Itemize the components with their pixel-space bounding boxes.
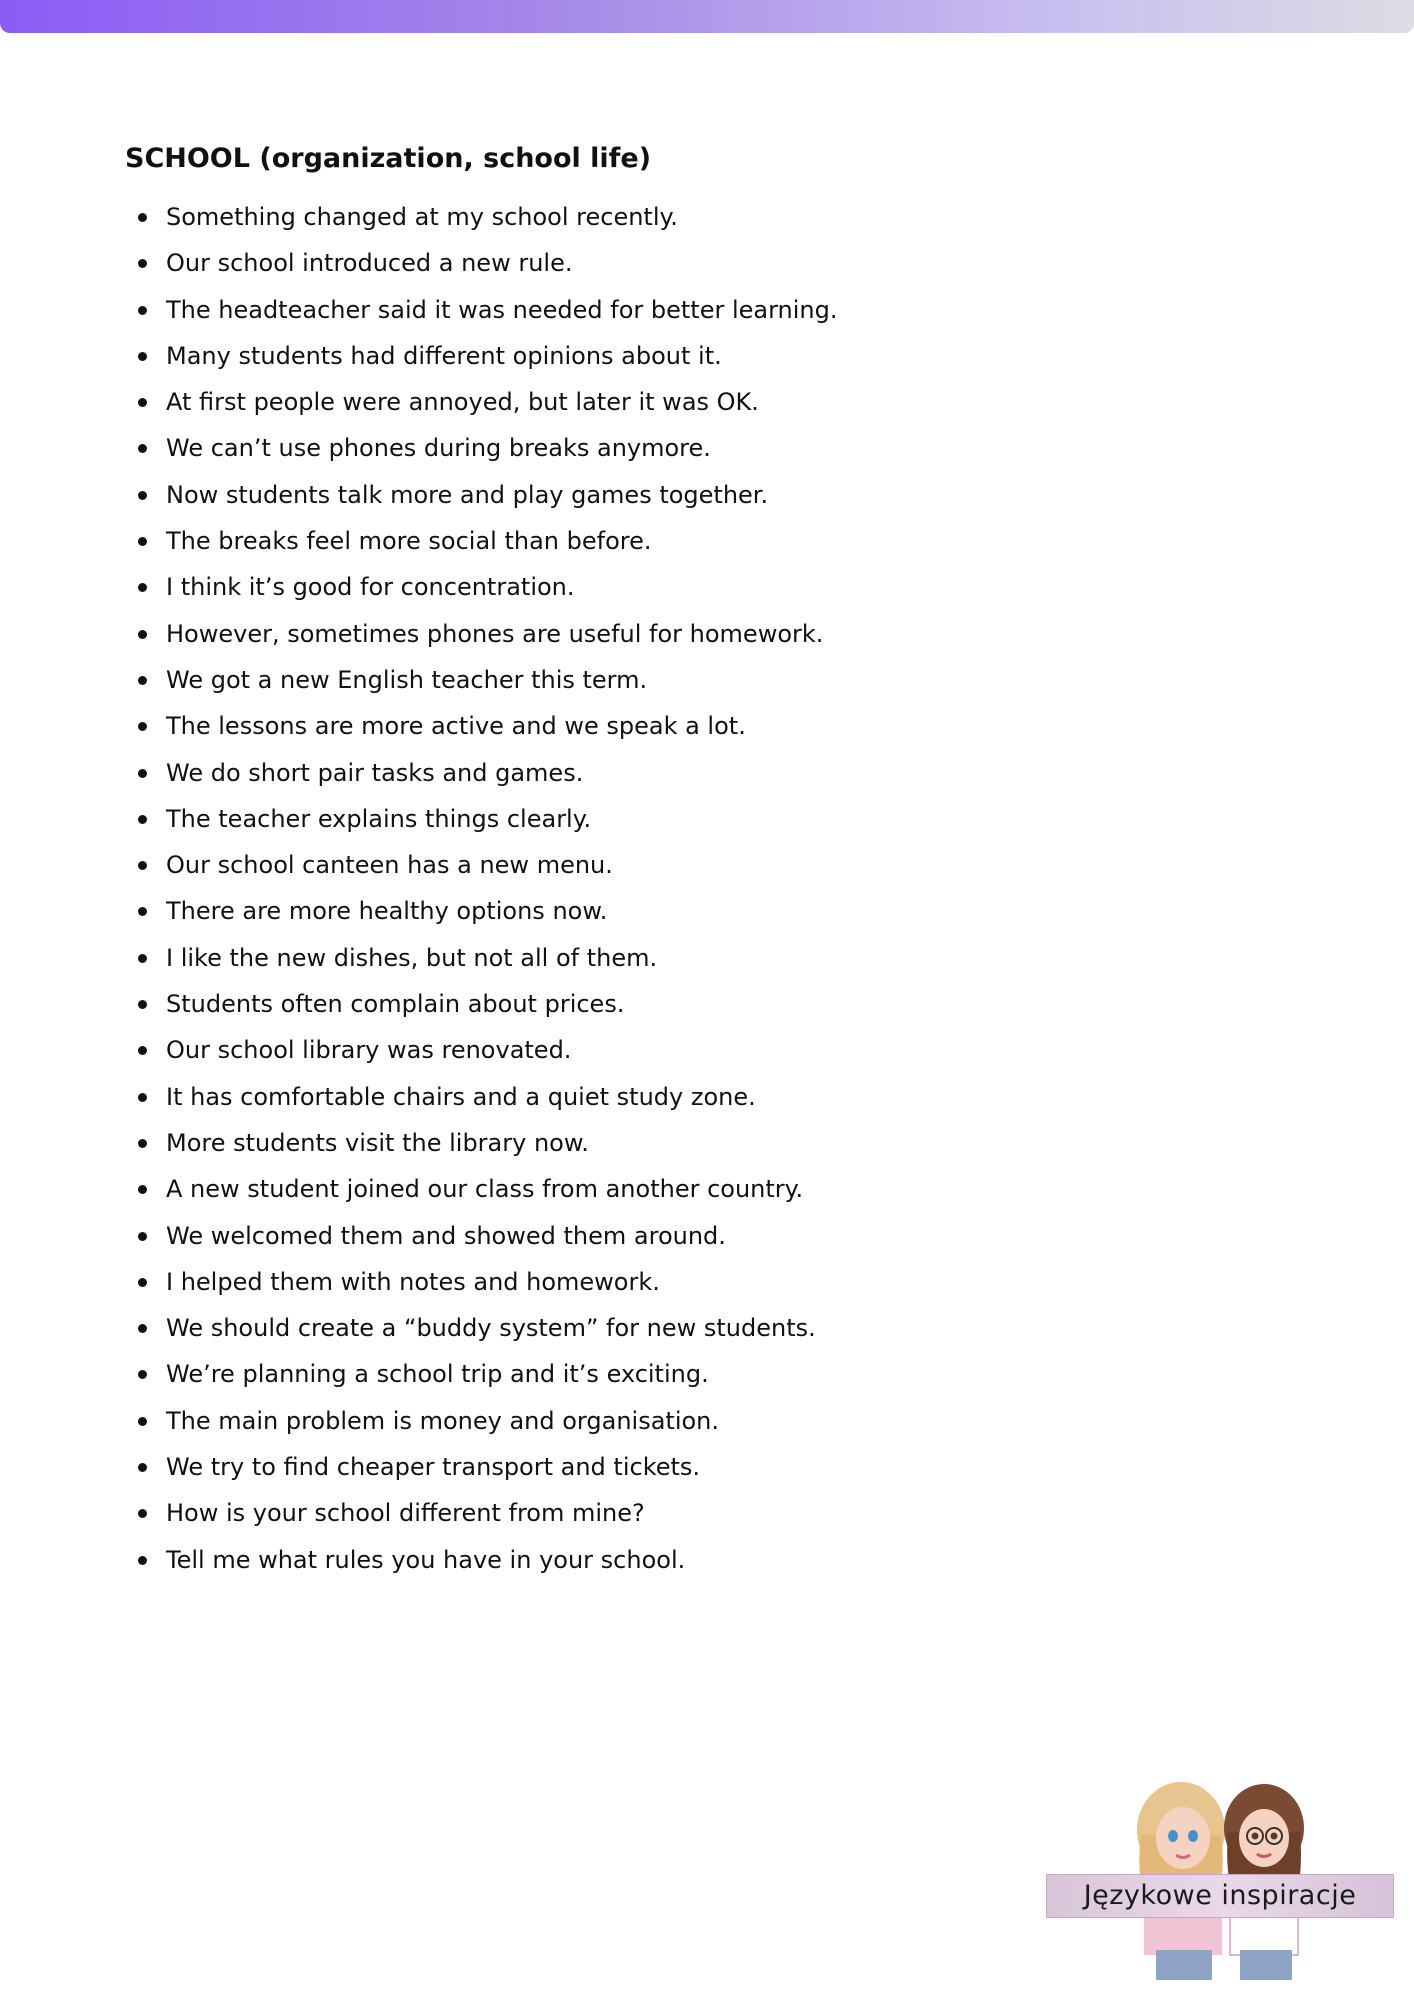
- list-item: [125, 1537, 1025, 1583]
- list-item: [125, 379, 1025, 425]
- bullet-icon: [138, 259, 147, 268]
- list-item: [125, 1120, 1025, 1166]
- bullet-icon: [138, 1463, 147, 1472]
- bullet-icon: [138, 1556, 147, 1565]
- list-item-text: The teacher explains things clearly.: [166, 804, 592, 833]
- bullet-icon: [138, 815, 147, 824]
- list-item: [125, 842, 1025, 888]
- list-item-text: Our school canteen has a new menu.: [166, 851, 613, 880]
- list-item-text: Students often complain about prices.: [166, 990, 625, 1019]
- bullet-icon: [138, 676, 147, 685]
- list-item-text: The lessons are more active and we speak a lot.: [166, 712, 746, 741]
- list-item-text: We should create a “buddy system” for new students.: [166, 1314, 816, 1343]
- list-item-text: We do short pair tasks and games.: [166, 758, 584, 787]
- list-item-text: Tell me what rules you have in your school.: [166, 1545, 686, 1574]
- list-item: [125, 1305, 1025, 1351]
- list-item-text: Now students talk more and play games together.: [166, 480, 769, 509]
- bullet-icon: [138, 1185, 147, 1194]
- list-item: [125, 1027, 1025, 1073]
- list-item: [125, 750, 1025, 796]
- logo-text: Językowe inspiracje: [1083, 1880, 1357, 1911]
- list-item-text: We’re planning a school trip and it’s exciting.: [166, 1360, 709, 1389]
- bullet-icon: [138, 861, 147, 870]
- list-item-text: The main problem is money and organisation.: [166, 1406, 720, 1435]
- list-item-text: Our school library was renovated.: [166, 1036, 572, 1065]
- list-item-text: There are more healthy options now.: [166, 897, 608, 926]
- list-item: [125, 564, 1025, 610]
- page-title: SCHOOL (organization, school life): [125, 143, 652, 174]
- list-item: [125, 1490, 1025, 1536]
- bullet-icon: [138, 1046, 147, 1055]
- bullet-icon: [138, 398, 147, 407]
- list-item-text: Our school introduced a new rule.: [166, 249, 573, 278]
- list-item-text: We can’t use phones during breaks anymore.: [166, 434, 711, 463]
- list-item: [125, 1398, 1025, 1444]
- bullet-icon: [138, 954, 147, 963]
- bullet-icon: [138, 1370, 147, 1379]
- bullet-icon: [138, 907, 147, 916]
- list-item-text: At first people were annoyed, but later it was OK.: [166, 388, 759, 417]
- list-item: [125, 1213, 1025, 1259]
- list-item: [125, 1166, 1025, 1212]
- bullet-icon: [138, 306, 147, 315]
- list-item: [125, 240, 1025, 286]
- bullet-icon: [138, 583, 147, 592]
- list-item: [125, 1351, 1025, 1397]
- bullet-icon: [138, 769, 147, 778]
- list-item-text: I like the new dishes, but not all of them.: [166, 943, 658, 972]
- list-item: [125, 1074, 1025, 1120]
- list-item-text: We got a new English teacher this term.: [166, 665, 648, 694]
- list-item: [125, 1444, 1025, 1490]
- list-item: [125, 1259, 1025, 1305]
- bullet-icon: [138, 444, 147, 453]
- bullet-icon: [138, 1139, 147, 1148]
- list-item-text: However, sometimes phones are useful for homework.: [166, 619, 824, 648]
- list-item-text: We try to find cheaper transport and tickets.: [166, 1453, 701, 1482]
- list-item-text: More students visit the library now.: [166, 1128, 589, 1157]
- bullet-icon: [138, 1417, 147, 1426]
- sentence-list: [125, 194, 1025, 1583]
- list-item: [125, 472, 1025, 518]
- bullet-icon: [138, 537, 147, 546]
- list-item: [125, 935, 1025, 981]
- list-item: [125, 518, 1025, 564]
- bullet-icon: [138, 1278, 147, 1287]
- list-item-text: I helped them with notes and homework.: [166, 1267, 660, 1296]
- brand-logo: [1046, 1780, 1394, 1980]
- list-item-text: We welcomed them and showed them around.: [166, 1221, 726, 1250]
- bullet-icon: [138, 1324, 147, 1333]
- list-item: [125, 194, 1025, 240]
- list-item: [125, 981, 1025, 1027]
- list-item-text: Something changed at my school recently.: [166, 203, 678, 231]
- list-item: [125, 287, 1025, 333]
- bullet-icon: [138, 1509, 147, 1518]
- list-item-text: The breaks feel more social than before.: [166, 527, 652, 556]
- list-item: [125, 425, 1025, 471]
- bullet-icon: [138, 630, 147, 639]
- list-item: [125, 611, 1025, 657]
- list-item-text: How is your school different from mine?: [166, 1499, 645, 1528]
- list-item: [125, 703, 1025, 749]
- list-item: [125, 333, 1025, 379]
- bullet-icon: [138, 213, 147, 222]
- bullet-icon: [138, 352, 147, 361]
- list-item: [125, 796, 1025, 842]
- bullet-icon: [138, 722, 147, 731]
- list-item-text: I think it’s good for concentration.: [166, 573, 575, 602]
- list-item: [125, 657, 1025, 703]
- bullet-icon: [138, 1000, 147, 1009]
- bullet-icon: [138, 491, 147, 500]
- top-gradient-bar: [0, 0, 1414, 33]
- list-item-text: It has comfortable chairs and a quiet study zone.: [166, 1082, 756, 1111]
- list-item-text: The headteacher said it was needed for better learning.: [166, 295, 838, 324]
- bullet-icon: [138, 1232, 147, 1241]
- list-item-text: A new student joined our class from another country.: [166, 1175, 804, 1204]
- list-item-text: Many students had different opinions about it.: [166, 341, 722, 370]
- bullet-icon: [138, 1093, 147, 1102]
- main-content: [125, 138, 1025, 1583]
- list-item: [125, 888, 1025, 934]
